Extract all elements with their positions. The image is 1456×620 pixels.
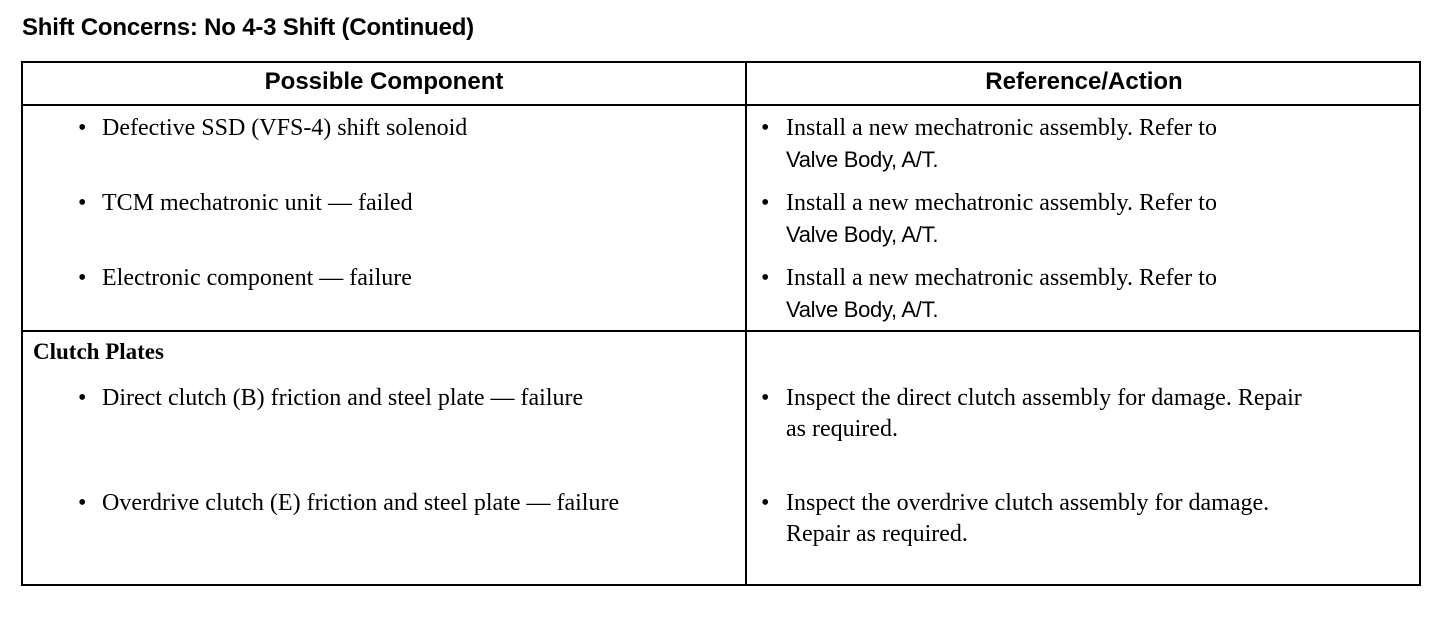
action-cell <box>786 263 1217 326</box>
bullet: • <box>78 385 87 411</box>
action-text-line2: Repair as required. <box>786 521 968 547</box>
bullet: • <box>78 490 87 516</box>
column-divider <box>745 63 747 584</box>
bullet: • <box>761 490 770 516</box>
action-cell <box>786 188 1217 251</box>
page-title: Shift Concerns: No 4-3 Shift (Continued) <box>22 14 474 41</box>
shift-concerns-table <box>21 61 1421 586</box>
action-text: Install a new mechatronic assembly. Refer to <box>786 265 1217 291</box>
section-divider <box>23 330 1419 332</box>
bullet: • <box>761 265 770 291</box>
bullet: • <box>78 265 87 291</box>
bullet: • <box>761 385 770 411</box>
component-cell: Overdrive clutch (E) friction and steel plate — failure <box>102 490 620 516</box>
valve-body-reference-link[interactable]: Valve Body, A/T. <box>786 222 939 247</box>
action-text: Install a new mechatronic assembly. Refer to <box>786 190 1217 216</box>
header-reference-action: Reference/Action <box>985 68 1183 95</box>
header-possible-component: Possible Component <box>264 68 504 95</box>
action-cell <box>786 113 1217 176</box>
bullet: • <box>78 190 87 216</box>
component-cell: Electronic component — failure <box>102 265 412 291</box>
bullet: • <box>761 190 770 216</box>
bullet: • <box>78 115 87 141</box>
action-text: Install a new mechatronic assembly. Refer to <box>786 115 1217 141</box>
component-cell: Defective SSD (VFS-4) shift solenoid <box>102 115 468 141</box>
section-title: Clutch Plates <box>33 339 164 364</box>
action-cell <box>786 383 1302 445</box>
action-text-line2: as required. <box>786 416 898 442</box>
component-cell: Direct clutch (B) friction and steel plate — failure <box>102 385 584 411</box>
header-divider <box>23 104 1419 106</box>
valve-body-reference-link[interactable]: Valve Body, A/T. <box>786 147 939 172</box>
valve-body-reference-link[interactable]: Valve Body, A/T. <box>786 297 939 322</box>
action-cell <box>786 488 1269 550</box>
action-text-line1: Inspect the direct clutch assembly for damage. Repair <box>786 385 1302 411</box>
bullet: • <box>761 115 770 141</box>
action-text-line1: Inspect the overdrive clutch assembly for damage. <box>786 490 1270 516</box>
component-cell: TCM mechatronic unit — failed <box>102 190 413 216</box>
